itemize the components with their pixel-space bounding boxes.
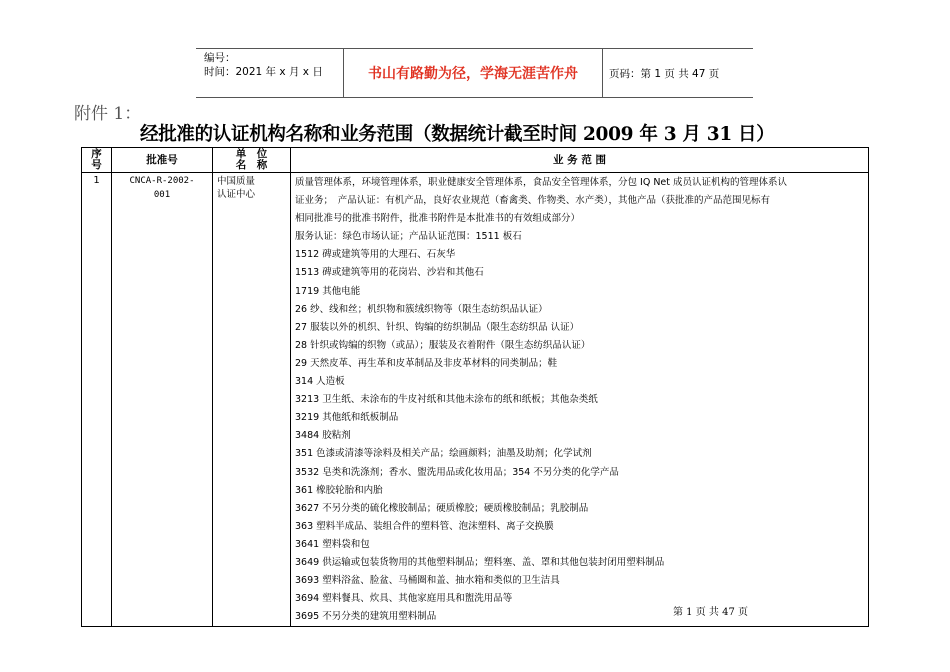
header-scope: 业 务 范 围 <box>291 148 869 173</box>
unit-line1: 中国质量 <box>217 176 256 187</box>
scope-line: 3627 不另分类的硫化橡胶制品；硬质橡胶；硬质橡胶制品；乳胶制品 <box>295 502 589 514</box>
scope-line: 28 针织或钩编的织物（或品）；服装及衣着附件（限生态纺织品认证） <box>295 339 591 351</box>
header-index-line2: 号 <box>91 159 102 171</box>
scope-line: 3641 塑料袋和包 <box>295 538 370 550</box>
scope-line: 质量管理体系，环境管理体系，职业健康安全管理体系，食品安全管理体系，分包 IQ Net 成员认证机构的管理体系认 <box>295 177 788 188</box>
scope-line: 1513 碑或建筑等用的花岗岩、沙岩和其他石 <box>295 267 484 279</box>
scope-line: 1512 碑或建筑等用的大理石、石灰华 <box>295 249 456 261</box>
header-unit-line2: 名 称 <box>235 159 268 171</box>
header-unit <box>213 148 291 173</box>
table-header-row <box>82 148 869 173</box>
header-motto: 书山有路勤为径，学海无涯苦作舟 <box>344 49 603 97</box>
table-row <box>82 173 869 627</box>
scope-line: 3484 胶粘剂 <box>295 430 351 442</box>
scope-line: 314 人造板 <box>295 376 345 388</box>
scope-line: 服务认证：绿色市场认证；产品认证范围：1511 板石 <box>295 231 522 243</box>
scope-line: 1719 其他电能 <box>295 285 361 297</box>
header-index-line1: 序 <box>91 148 102 160</box>
scope-line: 3213 卫生纸、未涂布的牛皮衬纸和其他未涂布的纸和纸板；其他杂类纸 <box>295 394 598 406</box>
scope-line: 证业务； 产品认证：有机产品，良好农业规范（畜禽类、作物类、水产类），其他产品（获批准的产品范围见标有 <box>295 195 771 207</box>
row-unit-name <box>213 173 291 627</box>
header-index <box>82 148 112 173</box>
header-meta <box>196 49 344 97</box>
document-header <box>196 48 753 98</box>
scope-line: 27 服装以外的机织、针织、钩编的纺织制品（限生态纺织品 认证） <box>295 321 580 333</box>
page-footer: 第 1 页 共 47 页 <box>673 607 748 618</box>
scope-line: 363 塑料半成品、装组合件的塑料管、泡沫塑料、离子交换膜 <box>295 520 554 532</box>
scope-line: 3695 不另分类的建筑用塑料制品 <box>295 611 437 623</box>
attachment-label: 附件 1： <box>74 104 142 124</box>
row-index: 1 <box>82 173 112 627</box>
scope-line: 3532 皂类和洗涤剂；香水、盥洗用品或化妆用品；354 不另分类的化学产品 <box>295 466 619 478</box>
unit-line2: 认证中心 <box>217 189 256 200</box>
scope-line: 29 天然皮革、再生革和皮革制品及非皮革材料的同类制品；鞋 <box>295 357 558 369</box>
header-unit-line1: 单 位 <box>235 148 268 160</box>
approval-line2: 001 <box>153 190 171 200</box>
header-approval: 批准号 <box>112 148 213 173</box>
scope-line: 3649 供运输或包装货物用的其他塑料制品；塑料塞、盖、罩和其他包装封闭用塑料制品 <box>295 556 665 568</box>
row-approval-number <box>112 173 213 627</box>
scope-line: 361 橡胶轮胎和内胎 <box>295 484 383 496</box>
scope-line: 26 纱、线和丝；机织物和簇绒织物等（限生态纺织品认证） <box>295 303 548 315</box>
time-label: 时间：2021 年 x 月 x 日 <box>204 66 323 78</box>
scope-line: 3219 其他纸和纸板制品 <box>295 412 399 424</box>
scope-line: 相同批准号的批准书附件，批准书附件是本批准书的有效组成部分） <box>295 213 581 225</box>
number-label: 编号： <box>204 52 236 64</box>
approval-line1: CNCA-R-2002- <box>129 176 195 186</box>
scope-line: 351 色漆或清漆等涂料及相关产品；绘画颜料；油墨及助剂；化学试剂 <box>295 448 592 460</box>
scope-line: 3694 塑料餐具、炊具、其他家庭用具和盥洗用品等 <box>295 593 513 605</box>
certification-table <box>81 147 869 627</box>
page-title: 经批准的认证机构名称和业务范围（数据统计截至时间 2009 年 3 月 31 日） <box>140 124 775 145</box>
scope-line: 3693 塑料浴盆、脸盆、马桶圈和盖、抽水箱和类似的卫生洁具 <box>295 575 560 587</box>
row-business-scope <box>291 173 869 627</box>
header-page-label: 页码：第 1 页 共 47 页 <box>609 67 720 80</box>
